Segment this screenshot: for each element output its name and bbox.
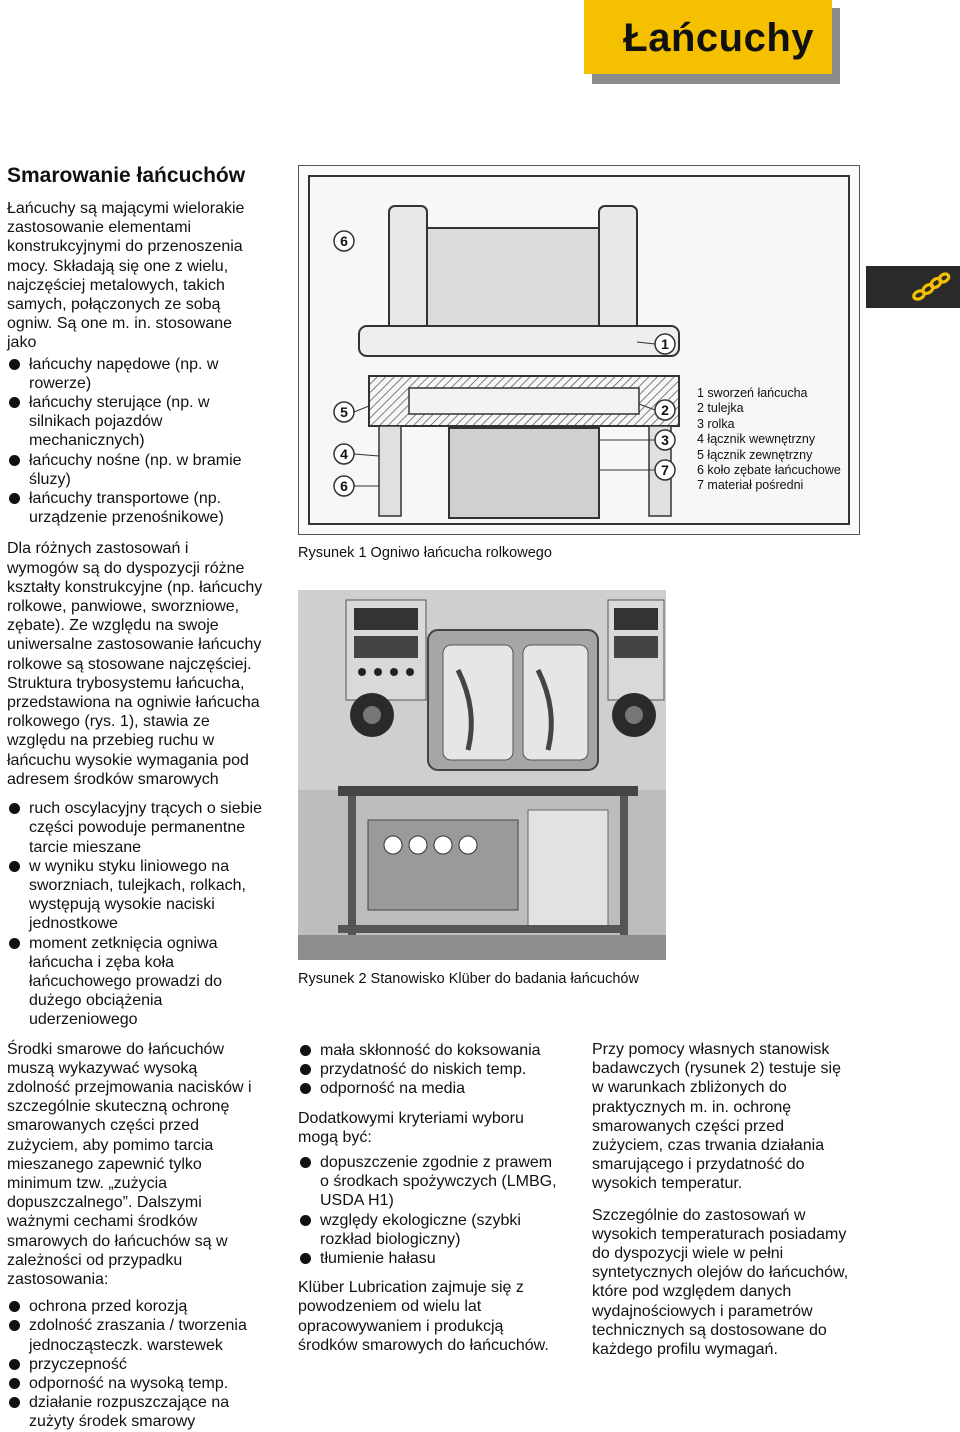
lubricant-demands-list [7,799,263,1029]
list-item: ruch oscylacyjny trących o siebie części powoduje permanentne tarcie mieszane [7,799,263,857]
figure-2-photo [298,590,666,960]
paragraph: Środki smarowe do łańcuchów muszą wykazywać wysoką zdolność przejmowania nacisków i szczególnie skuteczną ochronę smarowanych części przed zużyciem, aby pomimo tarcia mieszanego zapewnić tylko minimum tzw. „zużycia dopuszczalnego”. Dalszymi ważnymi cechami środków smarowych do łańcuchów są w zależności od przypadku zastosowania: [7,1040,252,1288]
list-item: moment zetknięcia ogniwa łańcucha i zęba koła łańcuchowego prowadzi do dużego obciążenia uderzeniowego [7,934,263,1030]
callout-label: 2 [661,402,669,418]
list-item: łańcuchy nośne (np. w bramie śluzy) [7,451,263,489]
right-column-text [592,1040,854,1359]
paragraph: Dodatkowymi kryteriami wyboru mogą być: [298,1109,524,1146]
intro-paragraph: Łańcuchy są mającymi wielorakie zastosowanie elementami konstrukcyjnymi do przenoszenia mocy. Składają się one z wielu, najczęściej metalowych, takich samych, połączonych ze sobą ogniw. Są one m. in. stosowane jako [7,200,245,352]
callout-label: 4 [340,446,348,462]
list-item: ochrona przed korozją [7,1297,263,1316]
chain-uses-list [7,355,263,528]
list-item: zdolność zraszania / tworzenia jednocząsteczk. warstewek [7,1316,263,1354]
left-column-text [7,199,263,1432]
list-item: dopuszczenie zgodnie z prawem o środkach spożywczych (LMBG, USDA H1) [298,1153,558,1211]
figure-1-legend [697,386,867,494]
figure-2-caption: Rysunek 2 Stanowisko Klüber do badania łańcuchów [298,971,639,987]
callout-label: 1 [661,336,669,352]
list-item: działanie rozpuszczające na zużyty środek smarowy [7,1393,263,1431]
chain-icon [911,272,951,302]
legend-item: 5 łącznik zewnętrzny [697,447,813,462]
legend-item: 2 tulejka [697,401,744,416]
section-tab [866,266,960,308]
figure-1-caption: Rysunek 1 Ogniwo łańcucha rolkowego [298,545,552,561]
left-column [7,164,259,188]
list-item: względy ekologiczne (szybki rozkład biologiczny) [298,1211,558,1249]
page-title: Łańcuchy [623,16,814,60]
list-item: łańcuchy sterujące (np. w silnikach pojazdów mechanicznych) [7,393,263,451]
list-item: mała skłonność do koksowania [298,1041,558,1060]
additional-properties-list [298,1041,558,1099]
list-item: przydatność do niskich temp. [298,1060,558,1079]
middle-column-text [298,1041,558,1355]
paragraph: Dla różnych zastosowań i wymogów są do dyspozycji różne kształty konstrukcyjne (np. łańcuchy rolkowe, panwiowe, sworzniowe, zębate). Ze względu na swoje uniwersalne zastosowanie łańcuchy rolkowe są stosowane najczęściej. [7,540,263,673]
paragraph: Struktura trybosystemu łańcucha, przedstawiona na ogniwie łańcucha rolkowego (rys. 1), stawia ze względu na przebieg ruchu w łańcuchu wysokie wymagania pod adresem środków smarowych [7,674,260,788]
paragraph: Przy pomocy własnych stanowisk badawczych (rysunek 2) testuje się w warunkach zbliżonych do praktycznych m. in. ochronę smarowanych części przed zużyciem, czas trwania działania smarującego i przydatność do wysokich temperatur. [592,1041,841,1193]
paragraph: Szczególnie do zastosowań w wysokich temperaturach posiadamy do dyspozycji wiele w pełni syntetycznych olejów do łańcuchów, które pod względem danych wydajnościowych i parametrów technicznych są dostosowane do każdego profilu wymagań. [592,1206,849,1359]
list-item: odporność na media [298,1079,558,1098]
callout-label: 6 [340,478,348,494]
legend-item: 6 koło zębate łańcuchowe [697,463,841,478]
legend-item: 7 materiał pośredni [697,478,804,493]
callout-label: 3 [661,432,669,448]
legend-item: 4 łącznik wewnętrzny [697,432,816,447]
callout-label: 6 [340,233,348,249]
test-stand-illustration [298,590,666,960]
list-item: łańcuchy napędowe (np. w rowerze) [7,355,263,393]
list-item: odporność na wysoką temp. [7,1374,263,1393]
list-item: tłumienie hałasu [298,1249,558,1268]
list-item: łańcuchy transportowe (np. urządzenie przenośnikowe) [7,489,263,527]
list-item: w wyniku styku liniowego na sworzniach, tulejkach, rolkach, występują wysokie naciski jednostkowe [7,857,263,934]
callout-label: 7 [661,462,669,478]
paragraph: Klüber Lubrication zajmuje się z powodzeniem od wielu lat opracowywaniem i produkcją środków smarowych do łańcuchów. [298,1279,549,1354]
title-banner [584,0,832,74]
callout-label: 5 [340,404,348,420]
selection-criteria-list [298,1153,558,1268]
legend-item: 3 rolka [697,416,735,431]
lubricant-features-list [7,1297,263,1431]
list-item: przyczepność [7,1355,263,1374]
section-heading: Smarowanie łańcuchów [7,164,246,187]
legend-item: 1 sworzeń łańcucha [697,386,808,400]
